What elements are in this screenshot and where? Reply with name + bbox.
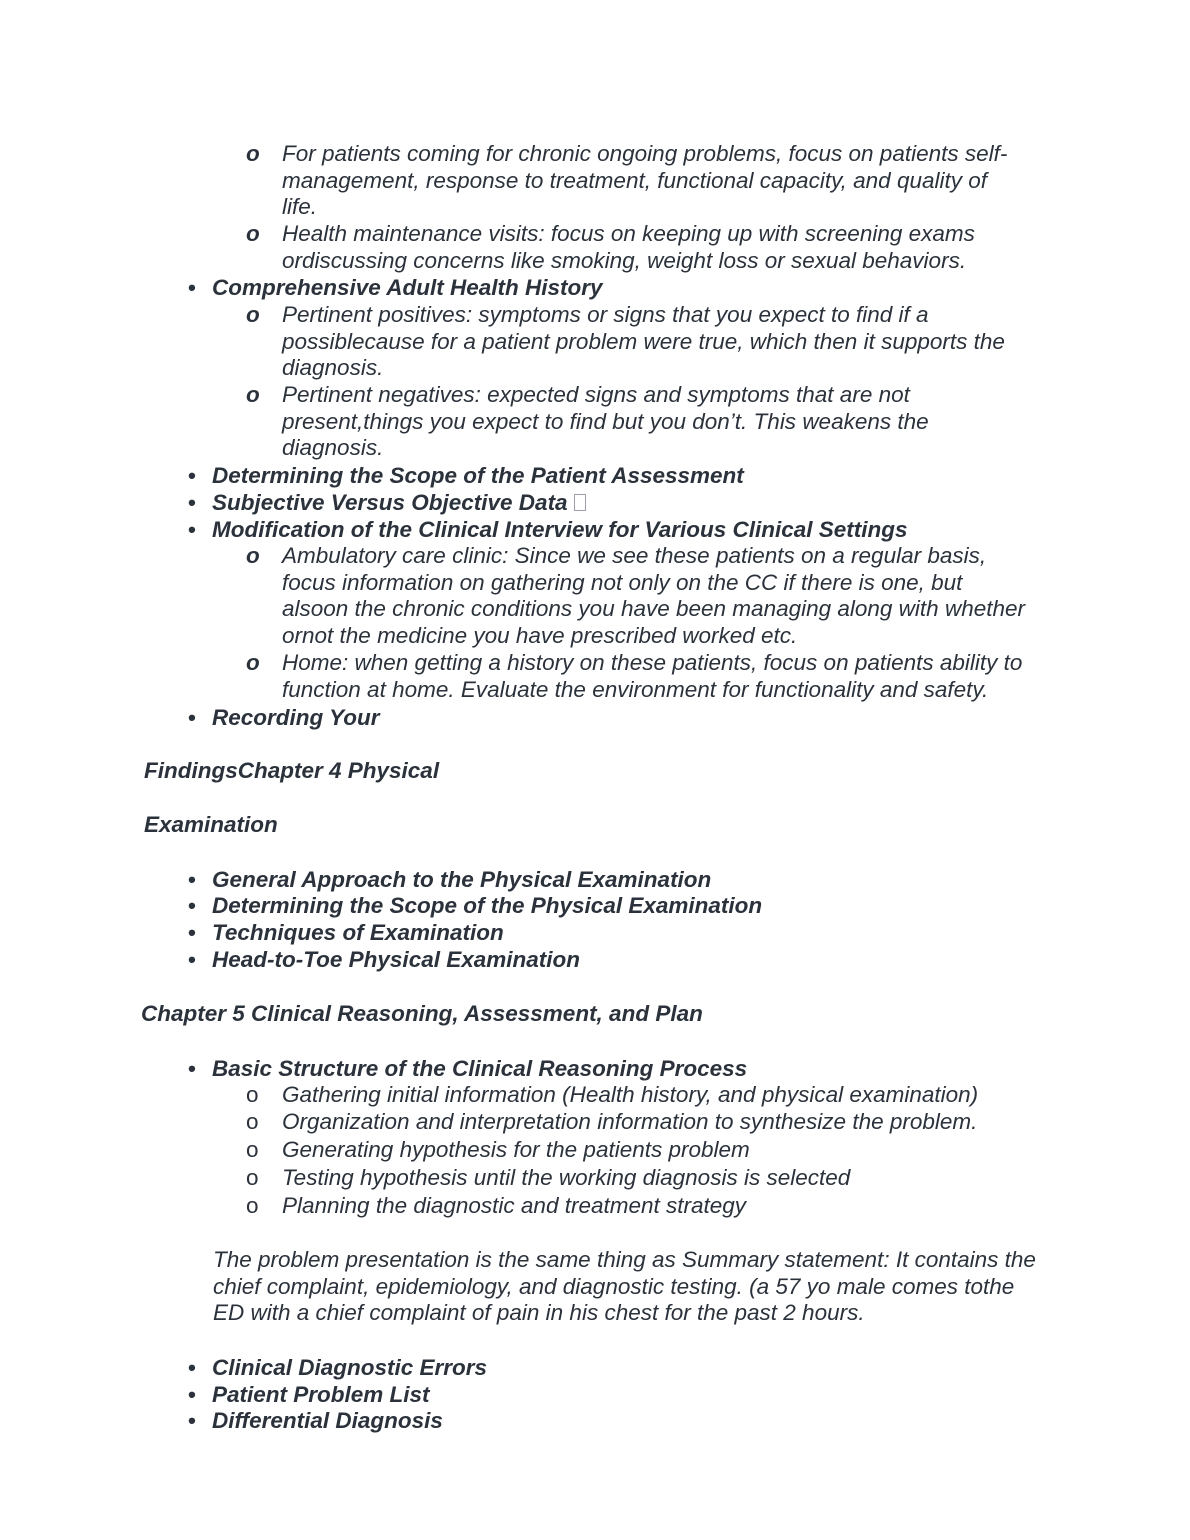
item-title-text: Subjective Versus Objective Data bbox=[212, 490, 568, 515]
item-title bbox=[212, 489, 586, 516]
sub-bullet: o bbox=[246, 1193, 259, 1218]
text-line: life. bbox=[282, 194, 318, 220]
bullet: • bbox=[188, 705, 196, 730]
bullet: • bbox=[188, 490, 196, 515]
text-line: Ambulatory care clinic: Since we see these patients on a regular basis, bbox=[282, 543, 987, 568]
item-title: Clinical Diagnostic Errors bbox=[212, 1355, 488, 1380]
bullet: • bbox=[188, 463, 196, 488]
text-line: ornot the medicine you have prescribed worked etc. bbox=[282, 623, 798, 649]
step-text: Testing hypothesis until the working diagnosis is selected bbox=[282, 1165, 851, 1190]
item-title: Patient Problem List bbox=[212, 1382, 430, 1407]
item-title: Comprehensive Adult Health History bbox=[212, 275, 603, 300]
step-text: Generating hypothesis for the patients problem bbox=[282, 1137, 750, 1162]
item-title: Differential Diagnosis bbox=[212, 1408, 443, 1433]
sub-bullet: o bbox=[246, 543, 260, 568]
text-line: diagnosis. bbox=[282, 435, 384, 461]
text-line: Health maintenance visits: focus on keeping up with screening exams bbox=[282, 221, 975, 246]
bullet: • bbox=[188, 893, 196, 918]
sub-bullet: o bbox=[246, 141, 260, 166]
bullet: • bbox=[188, 275, 196, 300]
bullet: • bbox=[188, 1408, 196, 1433]
sub-bullet: o bbox=[246, 1165, 259, 1190]
text-line: diagnosis. bbox=[282, 355, 384, 381]
text-line: focus information on gathering not only on the CC if there is one, but bbox=[282, 569, 963, 595]
chapter-5-heading: Chapter 5 Clinical Reasoning, Assessment, and Plan bbox=[141, 1001, 703, 1026]
sub-bullet: o bbox=[246, 302, 260, 327]
chapter-4-heading-cont: Examination bbox=[144, 812, 278, 837]
text-line: present,things you expect to find but you don’t. This weakens the bbox=[282, 408, 929, 434]
text-line: chief complaint, epidemiology, and diagnostic testing. (a 57 yo male comes tothe bbox=[213, 1273, 1015, 1299]
item-title: Determining the Scope of the Patient Assessment bbox=[212, 463, 744, 488]
item-title: General Approach to the Physical Examination bbox=[212, 867, 712, 892]
sub-bullet: o bbox=[246, 1082, 259, 1107]
text-line: For patients coming for chronic ongoing problems, focus on patients self- bbox=[282, 141, 1008, 166]
bullet: • bbox=[188, 947, 196, 972]
text-line: The problem presentation is the same thing as Summary statement: It contains the bbox=[213, 1247, 1036, 1272]
text-line: Pertinent negatives: expected signs and symptoms that are not bbox=[282, 382, 910, 407]
text-line: Home: when getting a history on these patients, focus on patients ability to bbox=[282, 650, 1023, 675]
missing-glyph-icon bbox=[574, 494, 586, 511]
text-line: ED with a chief complaint of pain in his chest for the past 2 hours. bbox=[213, 1300, 865, 1326]
bullet: • bbox=[188, 920, 196, 945]
text-line: Pertinent positives: symptoms or signs that you expect to find if a bbox=[282, 302, 929, 327]
text-line: possiblecause for a patient problem were true, which then it supports the bbox=[282, 328, 1005, 354]
bullet: • bbox=[188, 517, 196, 542]
step-text: Planning the diagnostic and treatment strategy bbox=[282, 1193, 747, 1218]
item-title: Modification of the Clinical Interview for Various Clinical Settings bbox=[212, 517, 908, 542]
text-line: alsoon the chronic conditions you have been managing along with whether bbox=[282, 596, 1025, 622]
item-title: Determining the Scope of the Physical Examination bbox=[212, 893, 763, 918]
sub-bullet: o bbox=[246, 650, 260, 675]
item-title: Basic Structure of the Clinical Reasoning Process bbox=[212, 1056, 748, 1081]
sub-bullet: o bbox=[246, 1137, 259, 1162]
bullet: • bbox=[188, 1355, 196, 1380]
bullet: • bbox=[188, 1382, 196, 1407]
item-title: Recording Your bbox=[212, 705, 380, 730]
item-title: Head-to-Toe Physical Examination bbox=[212, 947, 580, 972]
bullet: • bbox=[188, 1056, 196, 1081]
sub-bullet: o bbox=[246, 382, 260, 407]
chapter-4-heading: FindingsChapter 4 Physical bbox=[144, 758, 440, 783]
step-text: Gathering initial information (Health history, and physical examination) bbox=[282, 1082, 979, 1107]
text-line: ordiscussing concerns like smoking, weight loss or sexual behaviors. bbox=[282, 247, 967, 273]
sub-bullet: o bbox=[246, 1109, 259, 1134]
sub-bullet: o bbox=[246, 221, 260, 246]
text-line: management, response to treatment, functional capacity, and quality of bbox=[282, 167, 987, 193]
step-text: Organization and interpretation information to synthesize the problem. bbox=[282, 1109, 978, 1134]
text-line: function at home. Evaluate the environment for functionality and safety. bbox=[282, 676, 989, 702]
summary-paragraph bbox=[213, 1247, 1036, 1327]
item-title: Techniques of Examination bbox=[212, 920, 504, 945]
bullet: • bbox=[188, 867, 196, 892]
